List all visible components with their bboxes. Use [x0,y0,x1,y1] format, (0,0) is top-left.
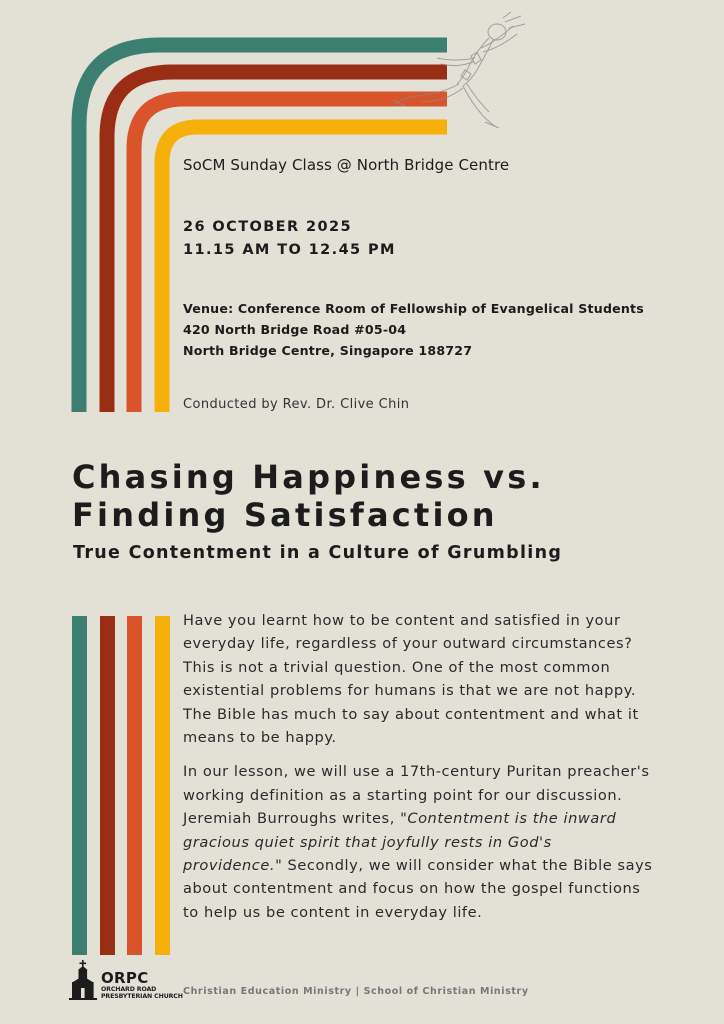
stripe-teal-vertical [72,616,87,955]
event-time: 11.15 AM TO 12.45 PM [183,242,396,258]
logo-text [101,971,183,1000]
event-date: 26 OCTOBER 2025 [183,219,352,235]
main-title-line-2: Finding Satisfaction [72,496,498,534]
paragraph-2-intro: In our lesson, we will use a 17th-century Puritan preacher's working definition as a starting point for our discussion. Jeremiah Burroughs writes, " [183,763,650,828]
stripe-orange-vertical [127,616,142,955]
main-title-line-1: Chasing Happiness vs. [72,458,545,496]
stripe-yellow-vertical [155,616,170,955]
venue-line-3: North Bridge Centre, Singapore 188727 [183,343,473,358]
paragraph-2-conclusion: " Secondly, we will consider what the Bible says about contentment and focus on how the gospel functions to help us be content in everyday life. [183,857,653,921]
decorative-straight-stripes [0,610,200,955]
venue-block [183,298,644,361]
logo-name-line-2: PRESBYTERIAN CHURCH [101,993,183,1000]
class-title: SoCM Sunday Class @ North Bridge Centre [183,156,510,174]
stripe-maroon-vertical [100,616,115,955]
date-time-block [183,216,396,262]
subtitle: True Contentment in a Culture of Grumbling [73,543,563,563]
description [183,609,653,935]
running-figure-illustration [385,12,530,132]
description-paragraph-1: Have you learnt how to be content and satisfied in your everyday life, regardless of your outward circumstances? This is not a trivial question. One of the most common existential problems for humans is that we are not happy. The Bible has much to say about contentment and what it means to be happy. [183,612,639,747]
venue-line-1: Venue: Conference Room of Fellowship of Evangelical Students [183,301,644,316]
footer-ministry: Christian Education Ministry | School of Christian Ministry [183,986,529,997]
logo-acronym: ORPC [101,969,149,987]
logo-name-line-1: ORCHARD ROAD [101,986,157,993]
burroughs-quote: Contentment is the inward gracious quiet spirit that joyfully rests in God's providence. [183,810,617,875]
conducted-by: Conducted by Rev. Dr. Clive Chin [183,397,410,412]
main-title [72,458,545,534]
description-paragraph-2 [183,760,653,924]
venue-line-2: 420 North Bridge Road #05-04 [183,322,407,337]
